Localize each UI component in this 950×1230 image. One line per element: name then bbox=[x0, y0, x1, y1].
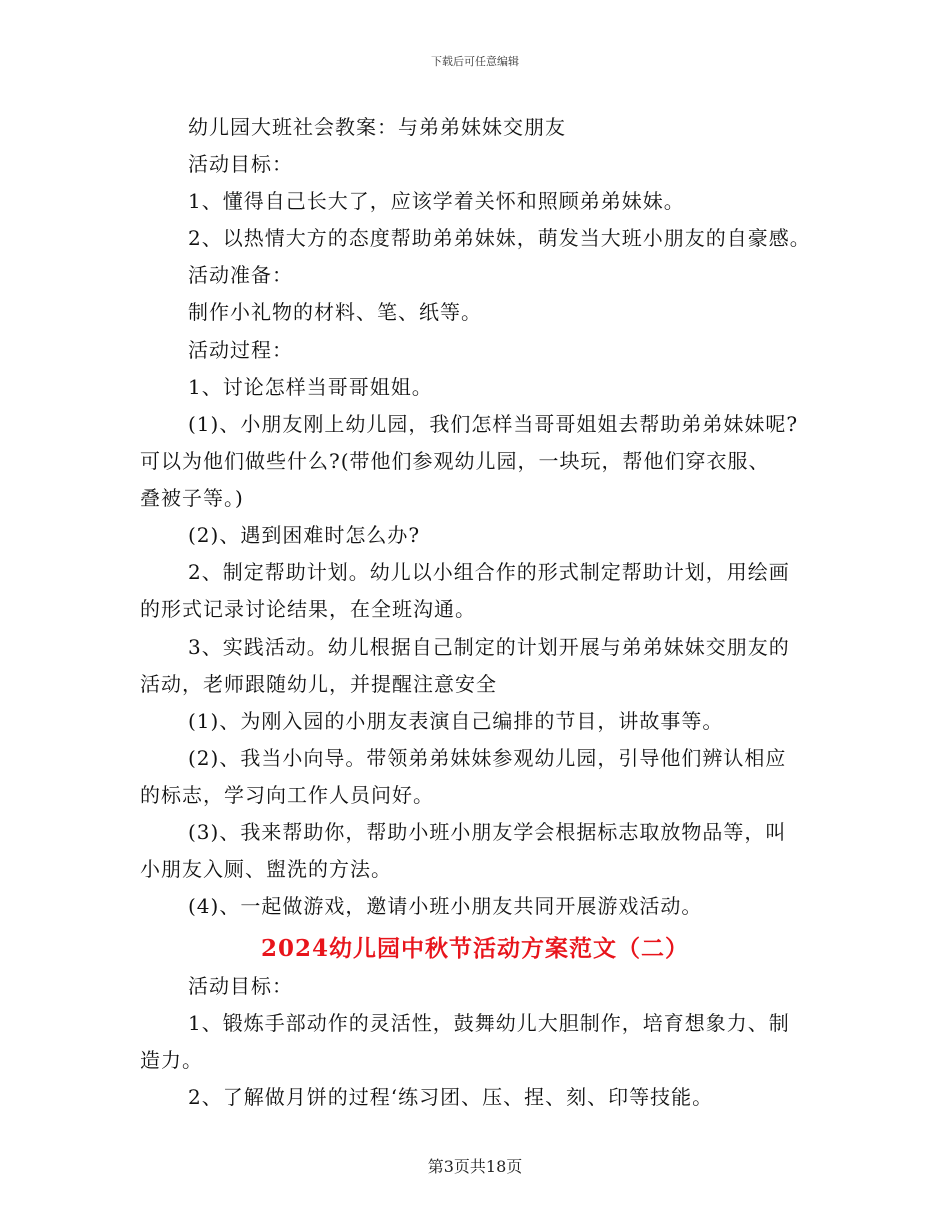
paragraph-line: 可以为他们做些什么?(带他们参观幼儿园，一块玩，帮他们穿衣服、 bbox=[140, 449, 770, 473]
paragraph-line: 活动，老师跟随幼儿，并提醒注意安全 bbox=[140, 672, 497, 696]
paragraph-line: (1)、小朋友刚上幼儿园，我们怎样当哥哥姐姐去帮助弟弟妹妹呢? bbox=[188, 412, 799, 436]
paragraph-line: 2、了解做月饼的过程‘练习团、压、捏、刻、印等技能。 bbox=[188, 1085, 714, 1109]
paragraph-line: 2、制定帮助计划。幼儿以小组合作的形式制定帮助计划，用绘画 bbox=[188, 560, 790, 584]
paragraph-line: (2)、遇到困难时怎么办? bbox=[188, 523, 421, 547]
paragraph-line: 叠被子等。) bbox=[140, 486, 244, 510]
paragraph-line: 造力。 bbox=[140, 1048, 203, 1072]
section-heading: 2024幼儿园中秋节活动方案范文（二） bbox=[260, 935, 689, 962]
paragraph-line: 3、实践活动。幼儿根据自己制定的计划开展与弟弟妹妹交朋友的 bbox=[188, 635, 790, 659]
paragraph-line: (4)、一起做游戏，邀请小班小朋友共同开展游戏活动。 bbox=[188, 894, 703, 918]
paragraph-line: 制作小礼物的材料、笔、纸等。 bbox=[188, 300, 482, 324]
paragraph-line: 小朋友入厕、盥洗的方法。 bbox=[140, 857, 392, 881]
paragraph-line: 2、以热情大方的态度帮助弟弟妹妹，萌发当大班小朋友的自豪感。 bbox=[188, 226, 811, 250]
page-footer: 第3页共18页 bbox=[427, 1157, 523, 1176]
paragraph-line: 1、锻炼手部动作的灵活性，鼓舞幼儿大胆制作，培育想象力、制 bbox=[188, 1011, 790, 1035]
paragraph-line: (3)、我来帮助你，帮助小班小朋友学会根据标志取放物品等，叫 bbox=[188, 820, 787, 844]
paragraph-line: 的标志，学习向工作人员问好。 bbox=[140, 783, 434, 807]
paragraph-line: 的形式记录讨论结果，在全班沟通。 bbox=[140, 597, 476, 621]
paragraph-line: 活动准备： bbox=[188, 263, 293, 287]
paragraph-line: (1)、为刚入园的小朋友表演自己编排的节目，讲故事等。 bbox=[188, 709, 724, 733]
document-title: 幼儿园大班社会教案：与弟弟妹妹交朋友 bbox=[188, 115, 566, 139]
page-header: 下载后可任意编辑 bbox=[431, 55, 519, 68]
paragraph-line: 活动过程： bbox=[188, 338, 293, 362]
paragraph-line: 活动目标： bbox=[188, 974, 293, 998]
paragraph-line: 1、懂得自己长大了，应该学着关怀和照顾弟弟妹妹。 bbox=[188, 189, 685, 213]
paragraph-line: 活动目标： bbox=[188, 152, 293, 176]
paragraph-line: (2)、我当小向导。带领弟弟妹妹参观幼儿园，引导他们辨认相应 bbox=[188, 746, 787, 770]
paragraph-line: 1、讨论怎样当哥哥姐姐。 bbox=[188, 375, 433, 399]
